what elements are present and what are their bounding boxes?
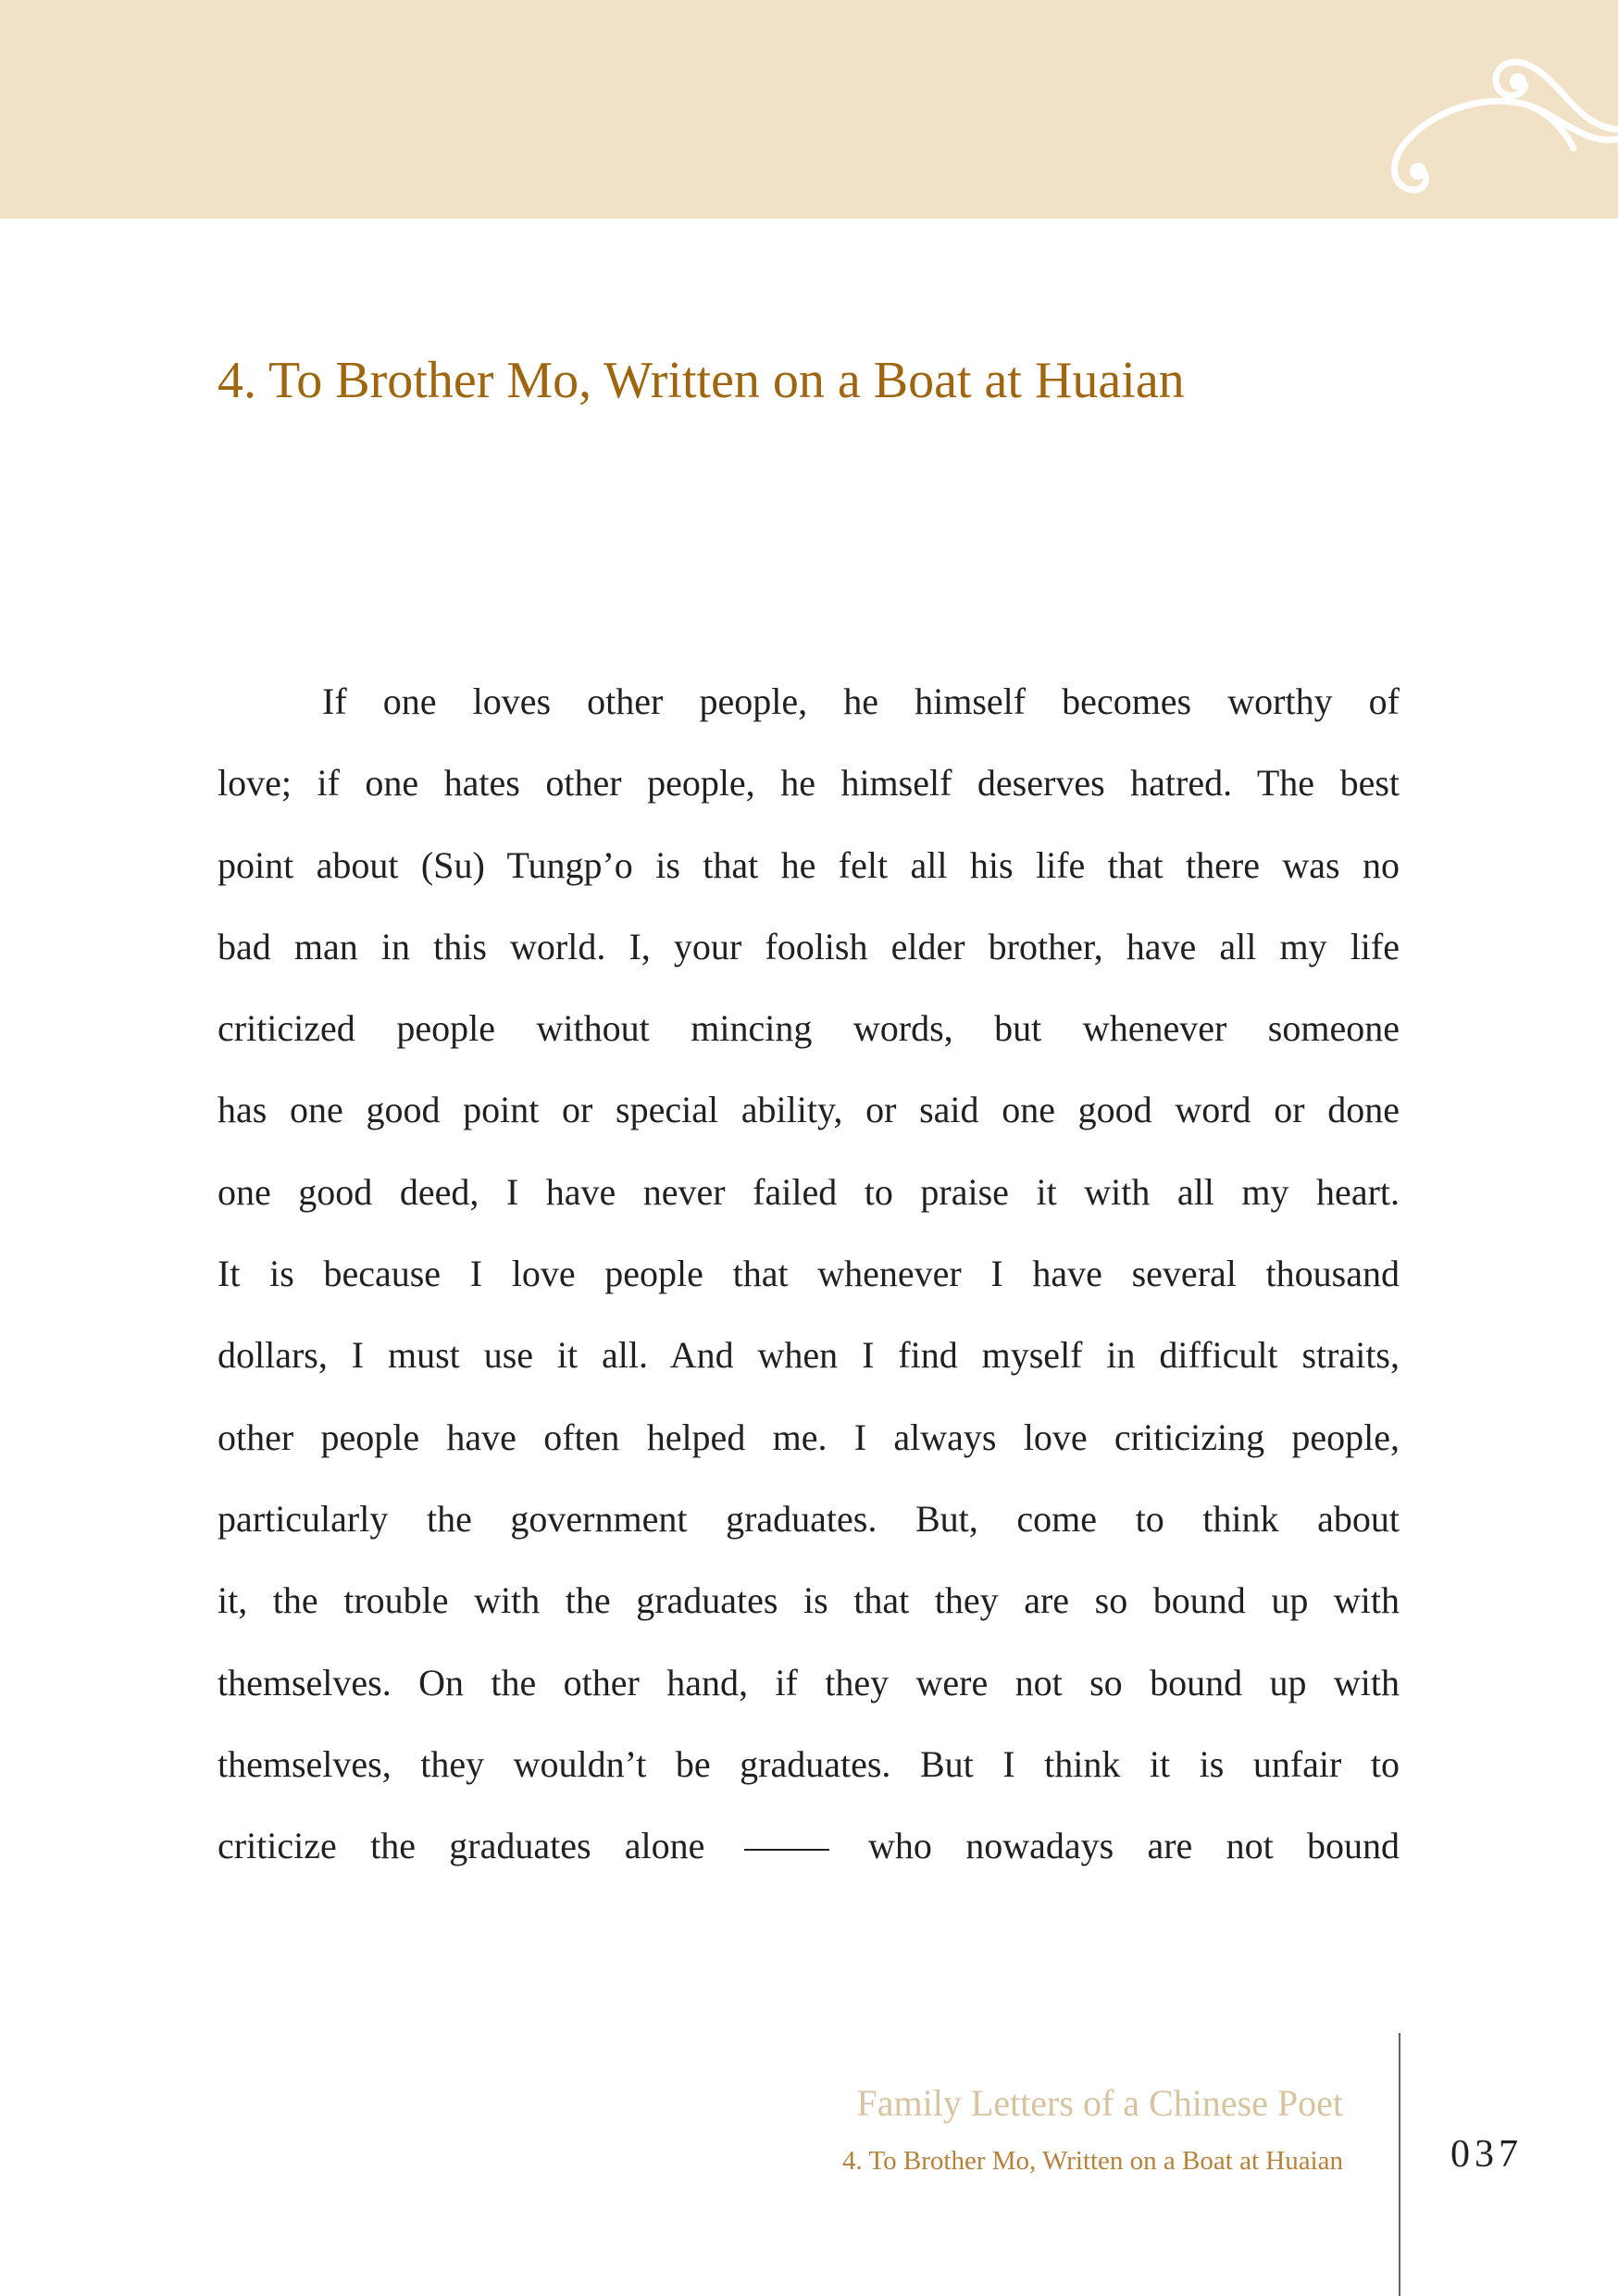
body-line: particularly the government graduates. But, come to think about — [218, 1497, 1400, 1540]
scroll-flourish-icon — [1370, 37, 1618, 208]
footer-chapter-title: 4. To Brother Mo, Written on a Boat at Huaian — [842, 2146, 1343, 2176]
last-line-end: who nowadays are not bound — [868, 1825, 1400, 1867]
body-line: bad man in this world. I, your foolish elder brother, have all my life — [218, 925, 1400, 967]
body-line: criticized people without mincing words, but whenever someone — [218, 1007, 1400, 1050]
body-line-last — [218, 1813, 1400, 1894]
body-line: It is because I love people that whenever I have several thousand — [218, 1253, 1400, 1295]
letter-body — [218, 668, 1400, 1894]
footer-book-title: Family Letters of a Chinese Poet — [856, 2082, 1343, 2124]
body-line: one good deed, I have never failed to praise it with all my heart. — [218, 1170, 1400, 1213]
body-line: love; if one hates other people, he himself deserves hatred. The best — [218, 762, 1400, 805]
body-line: point about (Su) Tungp’o is that he felt all his life that there was no — [218, 843, 1400, 886]
body-line: themselves, they wouldn’t be graduates. But I think it is unfair to — [218, 1742, 1400, 1785]
last-line-start: criticize the graduates alone — [218, 1825, 705, 1867]
body-line: has one good point or special ability, or said one good word or done — [218, 1089, 1400, 1131]
body-line: themselves. On the other hand, if they were not so bound up with — [218, 1661, 1400, 1703]
footer-divider — [1399, 2033, 1400, 2296]
chapter-title: 4. To Brother Mo, Written on a Boat at Huaian — [218, 352, 1185, 409]
em-dash-rule — [744, 1849, 829, 1851]
body-line: If one loves other people, he himself becomes worthy of — [322, 680, 1400, 722]
body-line: dollars, I must use it all. And when I find myself in difficult straits, — [218, 1334, 1400, 1377]
body-line: other people have often helped me. I always love criticizing people, — [218, 1416, 1400, 1458]
page-number: 037 — [1450, 2133, 1523, 2176]
header-band — [0, 0, 1618, 218]
body-line: it, the trouble with the graduates is that they are so bound up with — [218, 1579, 1400, 1622]
